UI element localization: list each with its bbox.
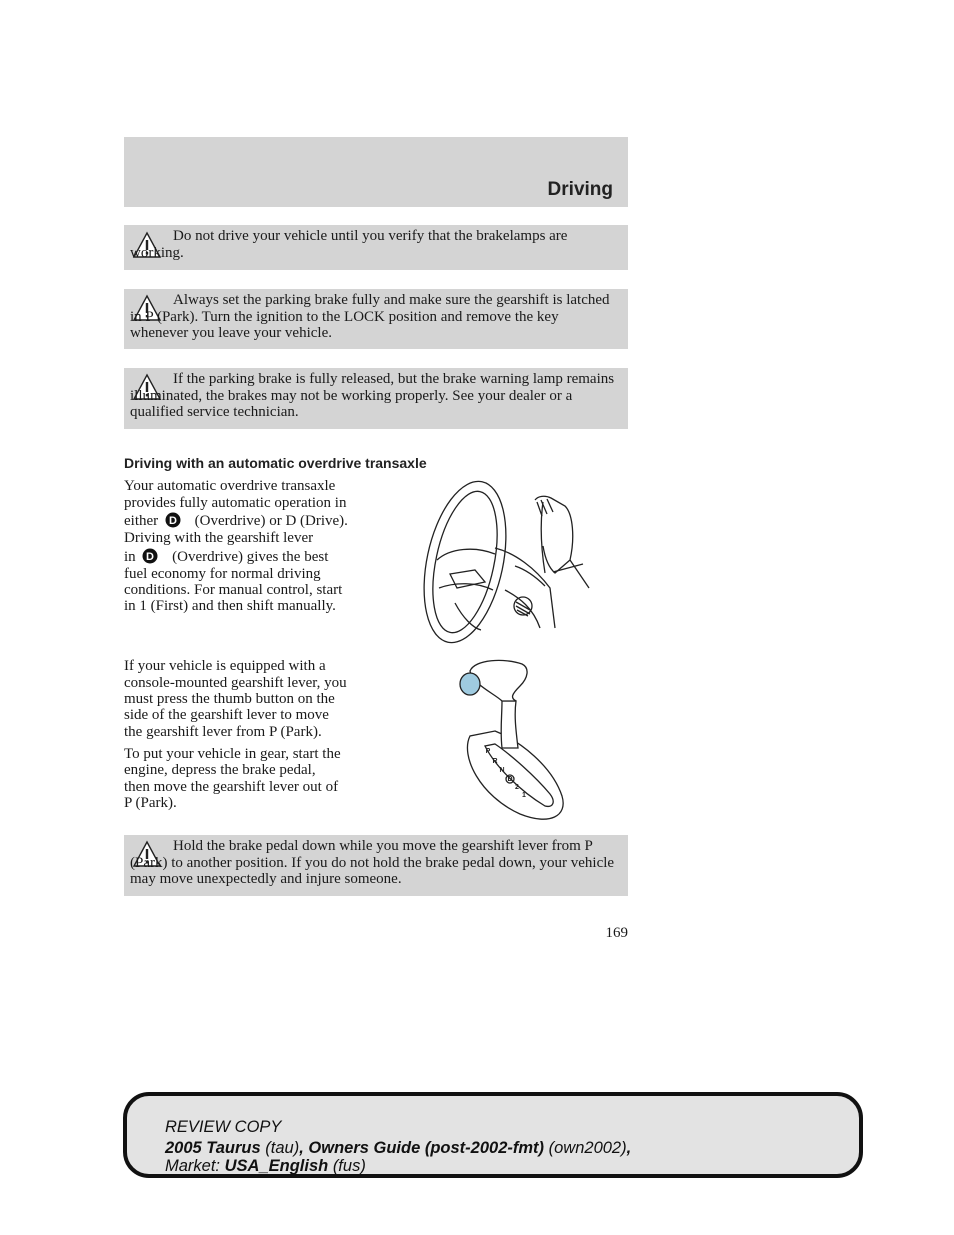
footer-model: 2005 Taurus bbox=[165, 1139, 261, 1157]
paragraph-line: If your vehicle is equipped with a bbox=[124, 658, 326, 674]
paragraph-line: To put your vehicle in gear, start the bbox=[124, 746, 341, 762]
section-heading: Driving with an automatic overdrive transaxle bbox=[124, 455, 427, 471]
footer-market-label: Market: bbox=[165, 1157, 221, 1175]
warning-box-brake-lamp bbox=[124, 368, 628, 429]
paragraph-line: fuel economy for normal driving bbox=[124, 566, 321, 582]
footer-model-code: (tau) bbox=[265, 1139, 300, 1157]
paragraph-text: either bbox=[124, 513, 159, 529]
paragraph-line: conditions. For manual control, start bbox=[124, 582, 343, 598]
paragraph-line: provides fully automatic operation in bbox=[124, 495, 347, 511]
paragraph-line: must press the thumb button on the bbox=[124, 691, 335, 707]
header-band bbox=[124, 137, 628, 207]
paragraph-text: (Overdrive) or D (Drive). bbox=[194, 513, 348, 529]
paragraph-line: the gearshift lever from P (Park). bbox=[124, 724, 322, 740]
paragraph-line: console-mounted gearshift lever, you bbox=[124, 675, 347, 691]
gear-letter: R bbox=[492, 758, 498, 765]
paragraph-line: engine, depress the brake pedal, bbox=[124, 762, 316, 778]
review-copy-footer bbox=[123, 1092, 863, 1178]
gearshift-lever-illustration bbox=[450, 656, 575, 821]
paragraph-text: (Overdrive) gives the best bbox=[172, 549, 329, 565]
footer-line bbox=[165, 1118, 281, 1137]
svg-text:D: D bbox=[146, 551, 155, 563]
footer-guide-code: (own2002) bbox=[548, 1139, 627, 1157]
paragraph-line: Driving with the gearshift lever bbox=[124, 530, 314, 546]
warning-box-brakelamps bbox=[124, 225, 628, 270]
warning-text: If the parking brake is fully released, but the brake warning lamp remains illuminated, the brakes may not be working properly. See your dealer or a qualified service technician. bbox=[130, 371, 615, 420]
warning-text: Always set the parking brake fully and make sure the gearshift is latched in P (Park). Turn the ignition to the LOCK position and remove the key whenever you leave your vehicle. bbox=[130, 292, 610, 341]
paragraph-line bbox=[124, 512, 348, 530]
footer-line bbox=[165, 1157, 366, 1176]
gear-letter: P bbox=[485, 748, 491, 755]
footer-review-copy: REVIEW COPY bbox=[165, 1118, 282, 1136]
page-number: 169 bbox=[605, 925, 628, 941]
footer-line bbox=[165, 1139, 631, 1158]
paragraph-line: P (Park). bbox=[124, 795, 177, 811]
paragraph-line: in 1 (First) and then shift manually. bbox=[124, 598, 336, 614]
warning-text: Hold the brake pedal down while you move the gearshift lever from P (Park) to another position. If you do not hold the brake pedal down, your vehicle may move unexpectedly and injure someone. bbox=[130, 838, 615, 887]
warning-box-parking-brake bbox=[124, 289, 628, 349]
paragraph-text: in bbox=[124, 549, 136, 565]
svg-text:D: D bbox=[168, 515, 177, 527]
steering-wheel-illustration bbox=[415, 478, 593, 646]
paragraph-line: Your automatic overdrive transaxle bbox=[124, 478, 336, 494]
footer-market-code: (fus) bbox=[332, 1157, 366, 1175]
overdrive-symbol-icon bbox=[142, 548, 158, 564]
footer-guide: , Owners Guide (post-2002-fmt) bbox=[299, 1139, 545, 1157]
gear-letter: 2 bbox=[515, 784, 519, 791]
footer-comma: , bbox=[626, 1139, 632, 1157]
paragraph-line: then move the gearshift lever out of bbox=[124, 779, 339, 795]
gear-letter: N bbox=[499, 767, 505, 774]
gear-letter: 1 bbox=[522, 792, 526, 799]
warning-text: Do not drive your vehicle until you verify that the brakelamps are working. bbox=[130, 228, 568, 261]
overdrive-symbol-icon bbox=[165, 512, 181, 528]
page-title: Driving bbox=[547, 179, 613, 200]
paragraph-line bbox=[124, 548, 328, 566]
footer-market: USA_English bbox=[224, 1157, 329, 1175]
gear-letter: D bbox=[507, 776, 513, 783]
warning-box-brake-pedal bbox=[124, 835, 628, 896]
paragraph-line: side of the gearshift lever to move bbox=[124, 707, 329, 723]
